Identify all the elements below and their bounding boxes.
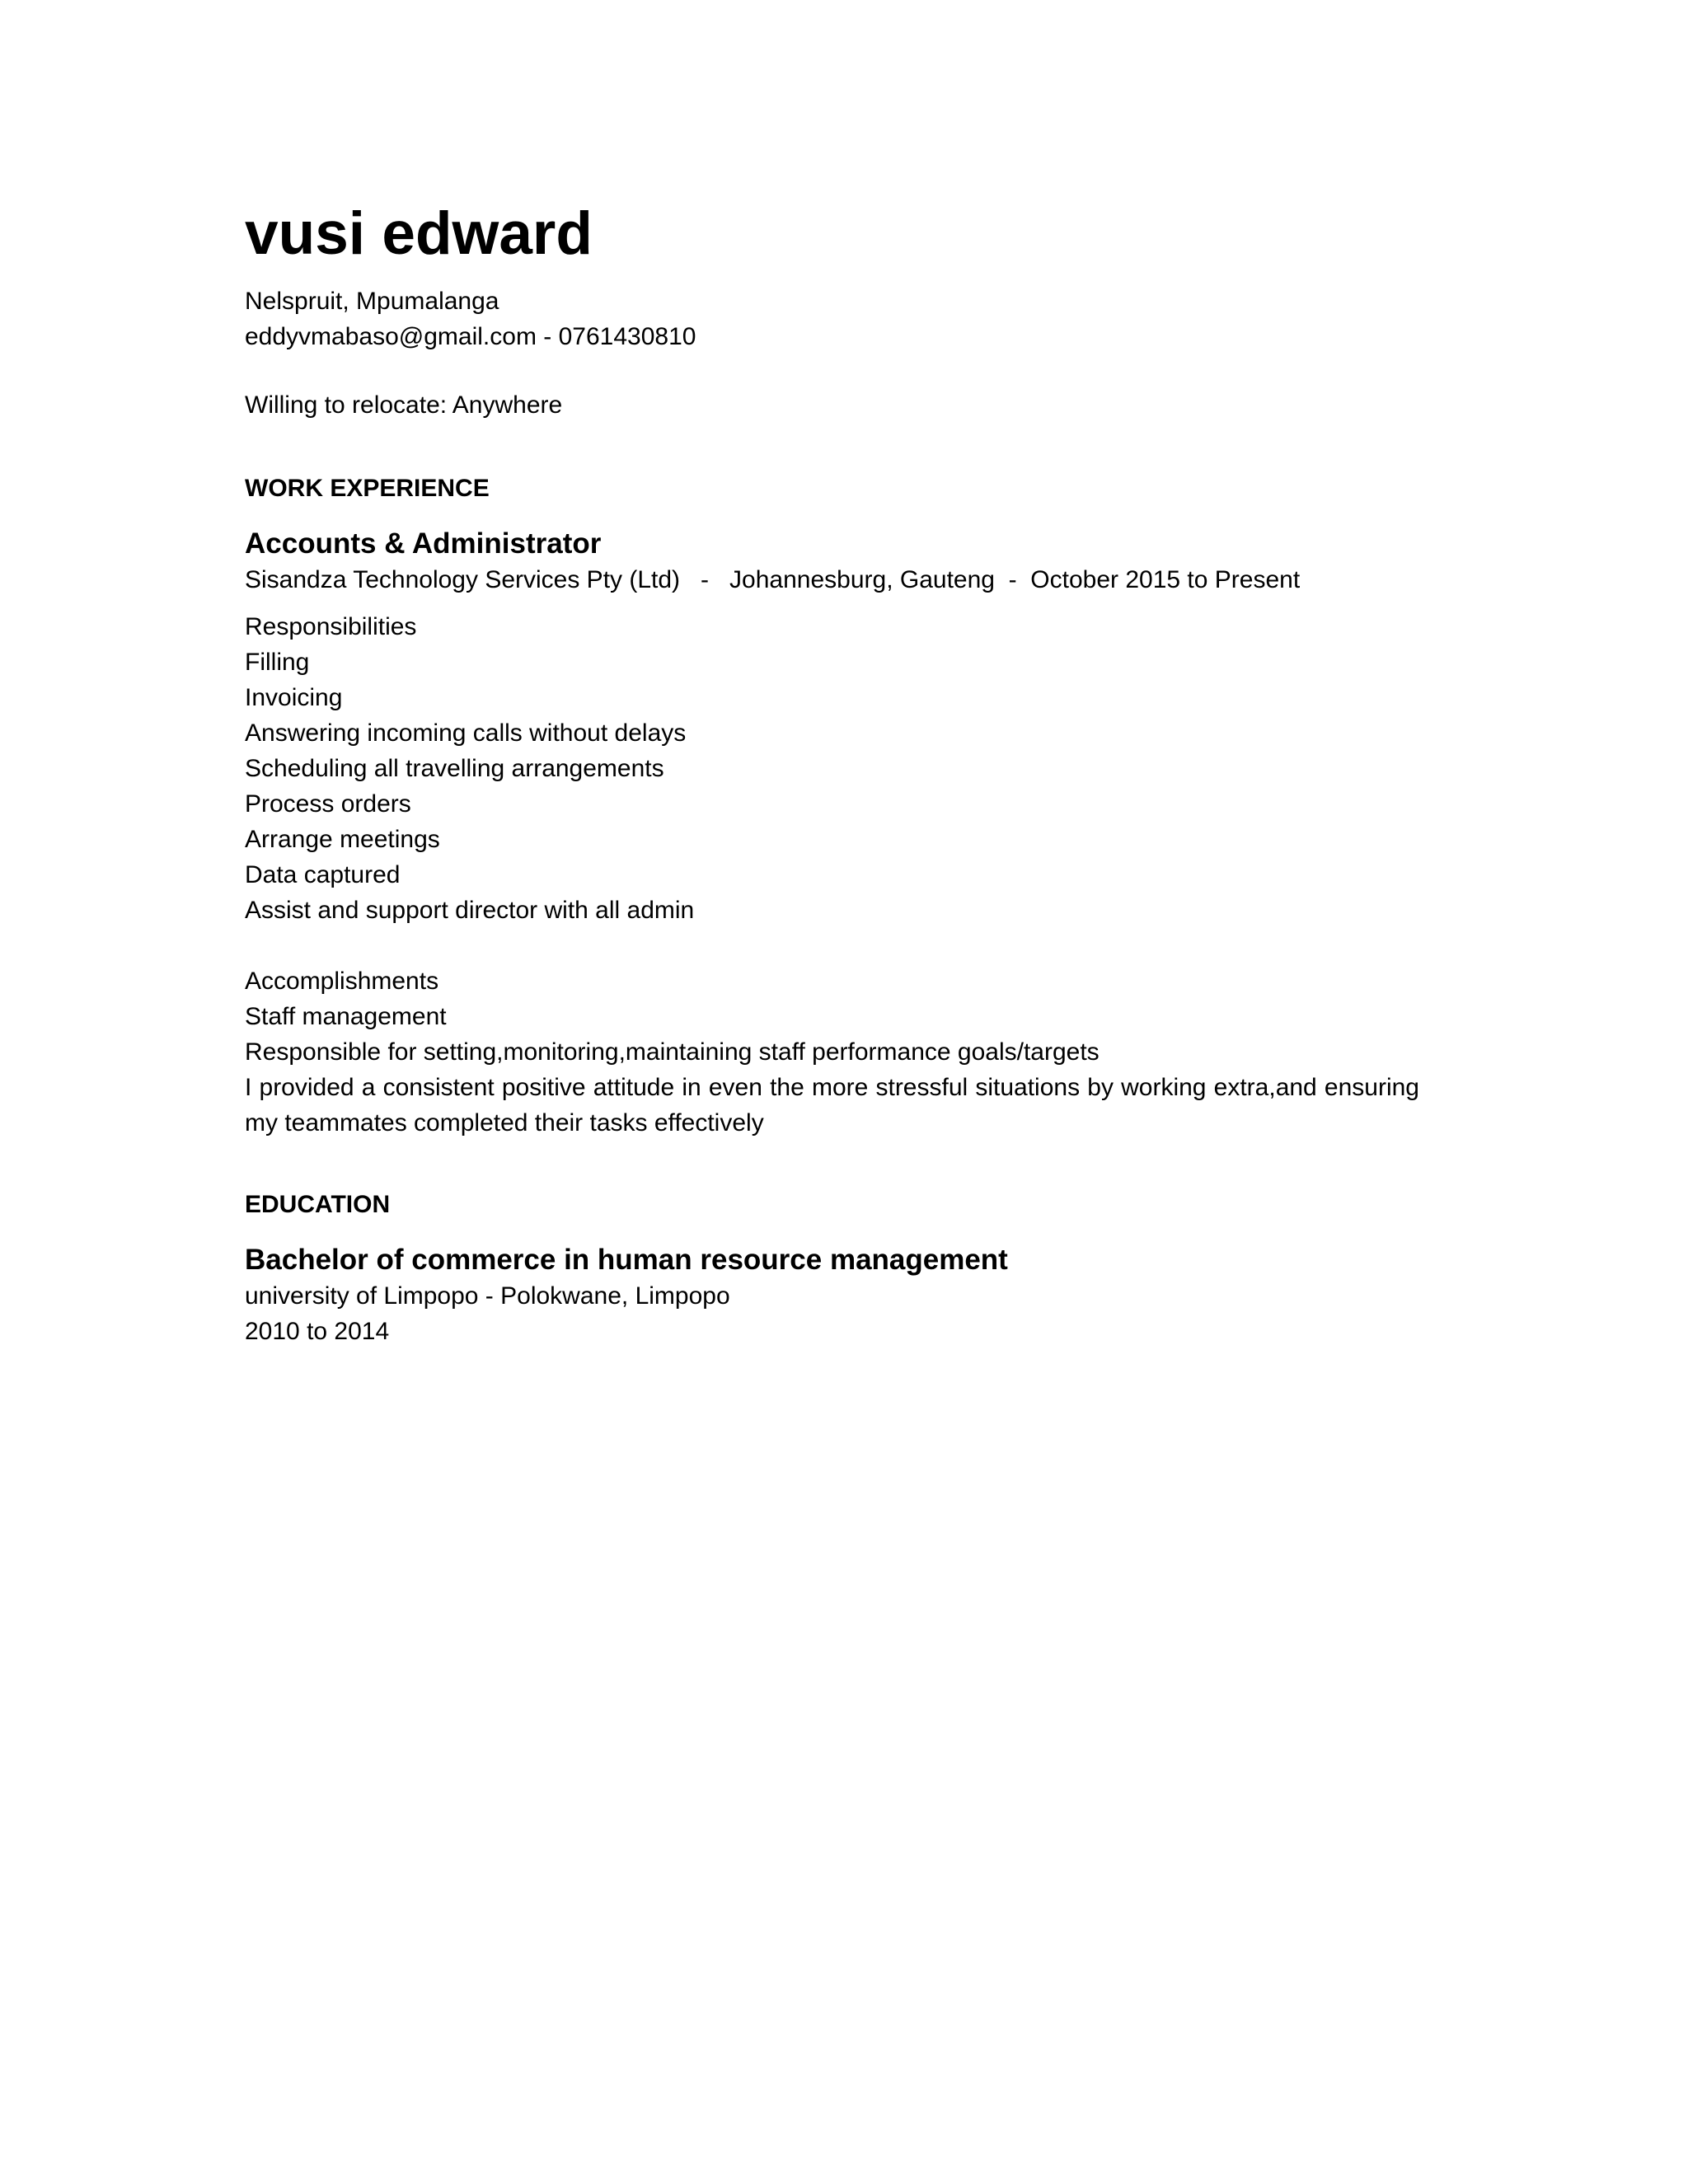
relocate-text: Willing to relocate: Anywhere — [245, 391, 563, 419]
institution-text: university of Limpopo - Polokwane, Limpopo — [245, 1282, 730, 1310]
accomplishments-heading: Accomplishments — [245, 968, 439, 995]
accomplishment-paragraph: I provided a consistent positive attitude in even the more stressful situations by working extra,and ensuring my teammates completed their tasks effectively — [245, 1074, 1419, 1137]
job-title: Accounts & Administrator — [245, 527, 602, 560]
work-experience-heading: WORK EXPERIENCE — [245, 475, 490, 502]
job-meta: Sisandza Technology Services Pty (Ltd) - Johannesburg, Gauteng - October 2015 to Present — [245, 566, 1301, 593]
responsibility-item: Data captured — [245, 861, 401, 888]
location-text: Nelspruit, Mpumalanga — [245, 288, 499, 315]
responsibility-item: Scheduling all travelling arrangements — [245, 755, 664, 782]
degree-title: Bachelor of commerce in human resource management — [245, 1244, 1008, 1276]
accomplishment-item: Responsible for setting,monitoring,maintaining staff performance goals/targets — [245, 1038, 1100, 1066]
responsibilities-heading: Responsibilities — [245, 613, 417, 640]
email-phone-text: eddyvmabaso@gmail.com - 0761430810 — [245, 323, 696, 350]
accomplishment-item: Staff management — [245, 1003, 447, 1030]
contact-block — [245, 284, 1419, 354]
responsibility-item: Invoicing — [245, 684, 343, 711]
responsibilities-block — [245, 609, 1419, 928]
responsibility-item: Answering incoming calls without delays — [245, 719, 687, 747]
responsibility-item: Process orders — [245, 790, 411, 818]
education-heading: EDUCATION — [245, 1191, 391, 1218]
resume-page — [245, 198, 1419, 1349]
responsibility-item: Arrange meetings — [245, 826, 440, 853]
candidate-name: vusi edward — [245, 200, 593, 267]
responsibility-item: Filling — [245, 649, 310, 676]
education-years: 2010 to 2014 — [245, 1318, 390, 1345]
responsibility-item: Assist and support director with all admin — [245, 897, 695, 924]
accomplishments-block — [245, 963, 1419, 1141]
